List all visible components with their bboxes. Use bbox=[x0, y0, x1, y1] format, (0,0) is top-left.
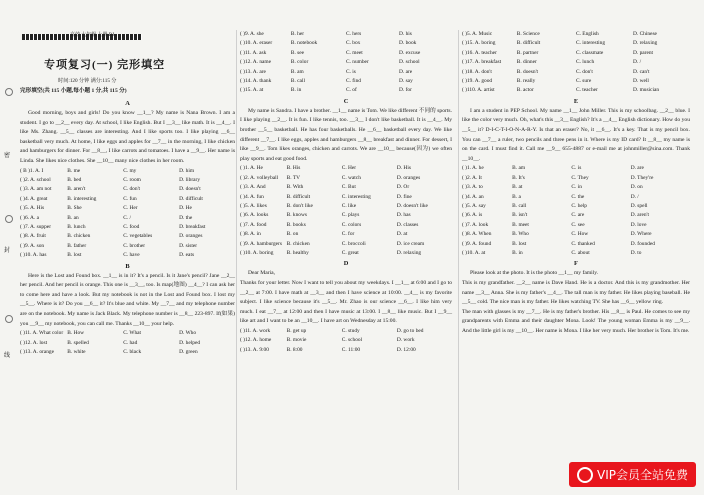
option-row bbox=[240, 240, 452, 249]
option-c: C. colors bbox=[341, 221, 362, 228]
option-c: C. classmate bbox=[575, 49, 604, 56]
option-a: ( )10. A. eraser bbox=[240, 40, 273, 47]
passage-a-label: A bbox=[125, 100, 130, 107]
option-a: ( )11. A. ask bbox=[240, 49, 267, 56]
option-b: B. How bbox=[67, 330, 85, 337]
column-divider bbox=[236, 30, 237, 490]
option-d: D. for bbox=[398, 87, 412, 94]
option-a: ( )2. A. volleyball bbox=[240, 174, 279, 181]
option-row bbox=[240, 183, 452, 192]
option-a: ( )10. A. boring bbox=[240, 250, 274, 257]
option-b: B. partner bbox=[516, 49, 539, 56]
option-row bbox=[240, 68, 452, 77]
option-row bbox=[462, 211, 690, 220]
passage-b-label: B bbox=[125, 262, 130, 270]
option-c: C. find bbox=[345, 78, 361, 85]
option-c: C. great bbox=[341, 250, 359, 257]
option-a: ( )7. A. food bbox=[240, 221, 267, 228]
option-c: C. sure bbox=[575, 78, 592, 85]
option-d: D. / bbox=[630, 193, 639, 200]
option-b: B. an bbox=[67, 214, 79, 221]
option-c: C. school bbox=[341, 337, 363, 344]
option-d: D. the bbox=[179, 214, 193, 221]
option-a: ( )4. A. fun bbox=[240, 193, 264, 200]
option-a: ( )3. A. am not bbox=[20, 186, 52, 193]
option-b: B. difficult bbox=[516, 40, 541, 47]
option-row bbox=[240, 39, 452, 48]
option-row bbox=[240, 58, 452, 67]
option-c: C. Her bbox=[341, 165, 357, 172]
passage-d-text: Dear Maria, Thanks for your letter. Now I want to tell you about my weekdays. I __1__ at 6:00 and I go to __2__ at 7:00. I have math at __3__ and then I have science at 10:00. __4__ is my favorite subject. I like science because it's __5__. Mr. Zhao is our science __6__. I like him very much. I eat __7__ at 12:00 and then I have music at 13:00. I __8__ like music. But I __9__ like art and I want to be an __10__. I have art on Wednesday at 15:00. bbox=[240, 270, 452, 325]
vip-icon bbox=[577, 467, 593, 483]
option-c: C. English bbox=[575, 31, 599, 37]
option-a: ( )11. A. work bbox=[240, 328, 271, 335]
option-row bbox=[462, 164, 690, 173]
passage-b-options bbox=[20, 329, 235, 357]
option-a: ( )17. A. breakfast bbox=[462, 59, 502, 66]
option-a: ( )8. A. When bbox=[462, 231, 492, 238]
option-b: B. movie bbox=[286, 337, 307, 344]
option-c: C. my bbox=[123, 167, 137, 174]
option-b: B. isn't bbox=[512, 212, 528, 219]
option-b: B. chicken bbox=[286, 240, 310, 247]
option-a: ( )15. A. at bbox=[240, 87, 264, 94]
option-c: C. vegetables bbox=[123, 233, 153, 240]
option-d: D. Chinese bbox=[632, 31, 657, 37]
page-title: 专项复习(一) 完形填空 bbox=[44, 59, 166, 71]
option-d: D. breakfast bbox=[179, 224, 206, 230]
option-b: B. 8:00 bbox=[286, 346, 303, 353]
option-row bbox=[240, 249, 452, 258]
option-c: C. broccoli bbox=[341, 240, 366, 247]
option-b: B. doesn't bbox=[516, 68, 539, 75]
option-d: D. musician bbox=[632, 87, 660, 94]
option-c: C. meet bbox=[345, 49, 363, 56]
option-b: B. knows bbox=[286, 212, 307, 219]
option-c: C. thanked bbox=[571, 240, 595, 247]
option-b: B. in bbox=[290, 87, 302, 94]
option-d: D. love bbox=[630, 221, 647, 228]
binding-hole bbox=[5, 88, 13, 96]
option-a: ( )7. A. look bbox=[462, 221, 489, 228]
option-b: B. me bbox=[67, 167, 81, 174]
option-a: ( )2. A. It bbox=[462, 174, 482, 181]
option-d: D. to bbox=[630, 250, 642, 257]
option-c: C. room bbox=[123, 176, 141, 183]
option-row bbox=[462, 39, 690, 48]
option-row bbox=[462, 174, 690, 183]
option-b: B. on bbox=[286, 231, 299, 238]
passage-a-options bbox=[20, 167, 235, 261]
passage-c-text: My name is Sandra. I have a brother. __1__ name is Tom. We like different 不同的 sports. I like playing __2__. It is fun. I like tennis, too. __3__ I don't like basketball. It is __4__. My brother __5__ basketball. He has four basketballs. He __6__ basketball every day. We like different __7__. I like eggs, apples and hamburgers __8__ breakfast and dinner. For dessert, I like __9__. Tom likes oranges, chicken and carrots. We are __10__ because(因为) we often play sports and eat good food. bbox=[240, 107, 452, 162]
option-c: C. interesting bbox=[341, 193, 371, 200]
option-a: ( )14. A. thank bbox=[240, 78, 272, 85]
option-d: D. fine bbox=[396, 193, 412, 200]
option-c: C. have bbox=[123, 252, 140, 259]
option-row bbox=[240, 77, 452, 86]
option-a: ( )5. A. say bbox=[462, 203, 486, 210]
option-c: C. see bbox=[571, 221, 585, 228]
option-c: C. box bbox=[345, 40, 361, 47]
option-d: D. difficult bbox=[179, 195, 203, 202]
option-b: B. interesting bbox=[67, 195, 97, 202]
option-a: ( )13. A. are bbox=[240, 68, 266, 75]
option-c: C. They bbox=[571, 174, 589, 181]
option-c: C. brother bbox=[123, 242, 146, 249]
passage-b-text: Here is the Lost and Found box. __1__ is in it? It's a pencil. Is it Jane's pencil? Jane __2__ her pencil. And her pencil is orange. This one is __3__, too. Is map(地图) __4__? I can ask her to come here and have a look. But my notebook is not in the Lost and Found box. I lost my __5__. Where is it? Do you __6__ it? It's blue and white. My __7__ and my telephone number are on the notebook. My name is Jack Black. My telephone number is __8__ 223-897. If(如果) you __9__ my notebook, you can call me. Thanks __10__ your help. bbox=[20, 272, 235, 327]
option-a: ( )9. A. found bbox=[462, 240, 492, 247]
option-a: ( )6. A. a bbox=[20, 214, 40, 221]
option-c: C. / bbox=[123, 214, 131, 221]
option-row bbox=[462, 49, 690, 58]
option-row bbox=[462, 183, 690, 192]
option-a: ( )3. A. to bbox=[462, 184, 483, 191]
watermark-text: VIP会员全站免费 bbox=[597, 468, 688, 482]
option-row bbox=[20, 232, 235, 241]
option-d: D. aren't bbox=[630, 212, 650, 219]
option-a: ( )13. A. orange bbox=[20, 349, 54, 355]
option-d: D. His bbox=[396, 165, 411, 172]
option-c: C. hers bbox=[345, 31, 362, 37]
option-a: ( )8. A. fruit bbox=[20, 233, 46, 240]
option-c: C. Her bbox=[123, 205, 138, 212]
column-2-top-options bbox=[240, 30, 452, 96]
option-a: ( )1. A. He bbox=[240, 165, 263, 172]
option-d: D. him bbox=[179, 167, 195, 174]
option-row bbox=[20, 251, 235, 260]
option-row bbox=[240, 346, 452, 355]
option-b: B. Who bbox=[512, 231, 529, 238]
option-b: B. in bbox=[512, 250, 523, 257]
option-b: B. spelled bbox=[67, 339, 89, 346]
option-b: B. bed bbox=[67, 176, 82, 183]
option-row bbox=[20, 339, 235, 348]
header-meta: 高效 七年级 上册 RJ bbox=[70, 33, 115, 38]
option-b: B. books bbox=[286, 221, 306, 228]
option-c: C. plays bbox=[341, 212, 360, 219]
option-c: C. are bbox=[571, 212, 585, 219]
option-row bbox=[462, 202, 690, 211]
option-b: B. white bbox=[67, 349, 86, 355]
option-a: ( )9. A. hamburgers bbox=[240, 240, 282, 247]
passage-d-label: D bbox=[343, 260, 349, 268]
option-a: ( )9. A. she bbox=[240, 31, 264, 37]
option-b: B. see bbox=[290, 49, 305, 56]
option-b: B. notebook bbox=[290, 40, 318, 47]
option-a: ( )12. A. lost bbox=[20, 339, 48, 346]
option-b: B. TV bbox=[286, 174, 301, 181]
option-b: B. It's bbox=[512, 174, 525, 181]
option-c: C. of bbox=[345, 87, 357, 94]
option-d: D. Where bbox=[630, 231, 652, 238]
option-b: B. get up bbox=[286, 328, 307, 335]
option-d: D. has bbox=[396, 212, 411, 219]
option-d: D. 12:00 bbox=[396, 346, 416, 353]
option-row bbox=[20, 348, 235, 357]
option-c: C. study bbox=[341, 328, 360, 335]
option-d: D. He bbox=[179, 205, 192, 212]
option-d: D. / bbox=[632, 59, 642, 66]
option-row bbox=[20, 329, 235, 338]
option-d: D. ice cream bbox=[396, 240, 425, 247]
option-row bbox=[240, 202, 452, 211]
option-row bbox=[240, 30, 452, 39]
option-d: D. school bbox=[398, 59, 420, 66]
option-a: ( )5. A. likes bbox=[240, 203, 267, 210]
option-c: C. don't bbox=[575, 68, 593, 75]
option-b: B. dinner bbox=[516, 59, 537, 66]
option-d: D. library bbox=[179, 176, 201, 183]
option-b: B. father bbox=[67, 242, 87, 249]
section-title: 完形填空(共 115 小题,每小题 1 分,共 115 分) bbox=[20, 88, 127, 94]
option-a: ( )8. A. in bbox=[240, 231, 261, 238]
option-c: C. for bbox=[341, 231, 355, 238]
vip-watermark[interactable] bbox=[569, 462, 696, 487]
passage-a-text: Good morning, boys and girls! Do you know __1__? My name is Nana Brown. I am a student. I go to __2__ every day. At school, I like English. But I __3__ like math. It is __4__. I like Ms. Zhang. __5__ classes are interesting. And I like sports too. I like playing __6__ basketball very much. At home, I like eggs and apples for __7__ in the morning, I like chicken and hamburgers for dinner. For __8__, I like carrots and tomatoes. I have a __9__. Her name is Linda. She likes nice clothes. She __10__ many nice clothes in her room. bbox=[20, 110, 235, 164]
passage-e-label: E bbox=[573, 97, 579, 105]
option-a: ( )4. A. an bbox=[462, 193, 484, 200]
option-row bbox=[240, 174, 452, 183]
option-row bbox=[240, 336, 452, 345]
option-d: D. They're bbox=[630, 174, 654, 181]
option-d: D. eats bbox=[179, 252, 195, 259]
option-a: ( )1. A. he bbox=[462, 165, 484, 172]
option-d: D. excuse bbox=[398, 49, 421, 56]
option-c: C. the bbox=[571, 193, 585, 200]
option-d: D. his bbox=[398, 31, 412, 37]
column-1 bbox=[20, 98, 235, 357]
option-row bbox=[20, 176, 235, 185]
option-row bbox=[20, 195, 235, 204]
binding-hole bbox=[5, 315, 13, 323]
column-2 bbox=[240, 30, 452, 355]
option-row bbox=[462, 58, 690, 67]
option-b: B. meet bbox=[512, 221, 529, 228]
option-a: ( )2. A. school bbox=[20, 176, 51, 183]
option-d: D. green bbox=[179, 349, 198, 355]
option-b: B. lost bbox=[67, 252, 82, 259]
option-c: C. help bbox=[571, 203, 587, 210]
option-d: D. are bbox=[398, 68, 413, 75]
option-row bbox=[240, 230, 452, 239]
option-row bbox=[462, 86, 690, 95]
passage-e-text: I am a student in PEP School. My name __1__ John Miller. This is my schoolbag. __2__ blue. I like the color very much. Oh, what's this __3__ English? It's a __4__ English dictionary. How do you __5__ it? D-I-C-T-I-O-N-A-R-Y. Is that an eraser? No, it __6__. It's a key. That is my pencil box. You can __7__ a ruler, two pencils and three pens in it. Where is my ID card? It __8__ my name is on the card. I must find it. Call me __9__ 655-4887 or e-mail me at johnmiller@sina.com. Thank __10__. bbox=[462, 107, 690, 162]
option-c: C. How bbox=[571, 231, 589, 238]
option-b: B. color bbox=[290, 59, 309, 66]
option-a: ( )7. A. supper bbox=[20, 224, 51, 230]
option-b: B. With bbox=[286, 184, 304, 191]
option-d: D. doesn't like bbox=[396, 203, 428, 210]
column-divider bbox=[458, 30, 459, 490]
option-d: D. Who bbox=[179, 330, 197, 337]
option-a: ( )4. A. great bbox=[20, 195, 48, 202]
option-c: C. 11:00 bbox=[341, 346, 361, 353]
option-d: D. founded bbox=[630, 240, 655, 247]
option-d: D. work bbox=[396, 337, 415, 344]
option-row bbox=[240, 193, 452, 202]
option-row bbox=[462, 193, 690, 202]
option-d: D. on bbox=[630, 184, 643, 191]
option-a: ( )13. A. 9:00 bbox=[240, 346, 269, 353]
option-b: B. don't like bbox=[286, 203, 313, 210]
option-d: D. sister bbox=[179, 242, 198, 249]
time-score-line: 时间:120 分钟 满分:115 分 bbox=[58, 78, 117, 84]
option-c: C. is bbox=[345, 68, 356, 75]
option-a: ( )19. A. good bbox=[462, 78, 493, 85]
option-b: B. call bbox=[512, 203, 527, 210]
option-d: D. can't bbox=[632, 68, 650, 75]
option-c: C. watch bbox=[341, 174, 361, 181]
option-b: B. Science bbox=[516, 31, 540, 37]
option-row bbox=[240, 86, 452, 95]
option-c: C. is bbox=[571, 165, 582, 172]
option-d: D. are bbox=[630, 165, 644, 172]
option-d: D. relaxing bbox=[396, 250, 422, 257]
option-row bbox=[462, 249, 690, 258]
option-d: D. parent bbox=[632, 49, 654, 56]
option-row bbox=[20, 167, 235, 176]
option-a: ( )6. A. is bbox=[462, 212, 483, 219]
option-a: ( )3. A. And bbox=[240, 184, 266, 191]
passage-c-options bbox=[240, 164, 452, 258]
option-d: D. doesn't bbox=[179, 186, 201, 193]
option-b: B. am bbox=[512, 165, 526, 172]
option-d: D. relaxing bbox=[632, 40, 658, 47]
option-c: C. food bbox=[123, 224, 140, 230]
passage-f-text: Please look at the photo. It is the photo __1__ my family. This is my grandfather. __2__ name is Dave Hand. He is a doctor. And this is my grandmother. Her name __3__ Anna. She is my father's __4__. The tall man is my father. He likes playing baseball. He __5__ cold. The nice man is my father. He likes watching TV. She has __6__ yellow ring. The man with glasses is my __7__. He is my father's brother. His __8__ is Paul. He comes to see my grandparents with Emma and their daughter Mona. Look! The young woman Emma is my __9__. And the little girl is my __10__. Her name is Mona. I like her very much. Her brother is Tom. It's me. bbox=[462, 270, 690, 335]
option-a: ( )6. A. looks bbox=[240, 212, 269, 219]
option-d: D. oranges bbox=[396, 174, 421, 181]
option-c: C. don't bbox=[123, 186, 141, 193]
option-b: B. difficult bbox=[286, 193, 311, 200]
option-b: B. a bbox=[512, 193, 521, 200]
seal-mark: 密 bbox=[4, 153, 11, 159]
seal-mark: 封 bbox=[4, 248, 11, 254]
option-d: D. go to bed bbox=[396, 328, 424, 335]
option-row bbox=[20, 242, 235, 251]
option-b: B. actor bbox=[516, 87, 534, 94]
option-a: ( B )1. A. I bbox=[20, 167, 44, 174]
option-row bbox=[240, 327, 452, 336]
option-c: C. had bbox=[123, 339, 138, 346]
option-d: D. book bbox=[398, 40, 417, 47]
option-b: B. call bbox=[290, 78, 305, 85]
option-c: C. But bbox=[341, 184, 356, 191]
option-b: B. lost bbox=[512, 240, 527, 247]
column-3-top-options bbox=[462, 30, 690, 96]
option-b: B. am bbox=[290, 68, 304, 75]
option-d: D. Or bbox=[396, 184, 410, 191]
option-c: C. fun bbox=[123, 195, 137, 202]
option-d: D. helped bbox=[179, 339, 201, 346]
column-3 bbox=[462, 30, 690, 337]
option-c: C. What bbox=[123, 330, 142, 337]
option-d: D. oranges bbox=[179, 233, 203, 240]
option-c: C. teacher bbox=[575, 87, 598, 94]
option-a: ( )5. A. Music bbox=[462, 31, 493, 37]
option-c: C. black bbox=[123, 349, 142, 355]
option-a: ( )10. A. has bbox=[20, 252, 47, 259]
option-a: ( )15. A. boring bbox=[462, 40, 496, 47]
option-d: D. well bbox=[632, 78, 649, 85]
option-row bbox=[462, 68, 690, 77]
option-a: ( )5. A. His bbox=[20, 205, 45, 212]
option-row bbox=[462, 77, 690, 86]
option-a: ( )10. A. at bbox=[462, 250, 486, 257]
option-b: B. His bbox=[286, 165, 301, 172]
option-b: B. at bbox=[512, 184, 523, 191]
passage-f-label: F bbox=[574, 260, 578, 268]
option-c: C. interesting bbox=[575, 40, 606, 47]
option-row bbox=[240, 164, 452, 173]
passage-d-options bbox=[240, 327, 452, 355]
option-a: ( )110. A. artist bbox=[462, 87, 495, 94]
option-b: B. her bbox=[290, 31, 305, 37]
option-d: D. classes bbox=[396, 221, 419, 228]
option-c: C. in bbox=[571, 184, 582, 191]
option-d: D. say bbox=[398, 78, 413, 85]
option-b: B. aren't bbox=[67, 186, 86, 193]
option-b: B. really bbox=[516, 78, 536, 85]
option-row bbox=[20, 185, 235, 194]
option-c: C. number bbox=[345, 59, 369, 66]
passage-c-label: C bbox=[343, 97, 349, 105]
option-row bbox=[20, 204, 235, 213]
option-b: B. She bbox=[67, 205, 82, 212]
option-c: C. lunch bbox=[575, 59, 595, 66]
option-row bbox=[240, 49, 452, 58]
option-c: C. like bbox=[341, 203, 357, 210]
option-d: D. spell bbox=[630, 203, 648, 210]
option-d: D. at bbox=[396, 231, 408, 238]
option-a: ( )18. A. don't bbox=[462, 68, 492, 75]
option-a: ( )16. A. teacher bbox=[462, 49, 497, 56]
option-row bbox=[462, 221, 690, 230]
option-row bbox=[240, 221, 452, 230]
option-a: ( )12. A. name bbox=[240, 59, 271, 66]
option-a: ( )9. A. son bbox=[20, 242, 45, 249]
binding-hole bbox=[5, 215, 13, 223]
option-b: B. healthy bbox=[286, 250, 309, 257]
option-b: B. chicken bbox=[67, 233, 91, 240]
option-a: ( )11. A. What color bbox=[20, 330, 64, 337]
option-a: ( )12. A. home bbox=[240, 337, 272, 344]
option-c: C. about bbox=[571, 250, 590, 257]
passage-e-options bbox=[462, 164, 690, 258]
option-b: B. lunch bbox=[67, 224, 86, 230]
seal-mark: 线 bbox=[4, 353, 11, 359]
option-row bbox=[462, 30, 690, 39]
option-row bbox=[462, 240, 690, 249]
option-row bbox=[20, 214, 235, 223]
option-row bbox=[20, 223, 235, 232]
option-row bbox=[240, 211, 452, 220]
option-row bbox=[462, 230, 690, 239]
